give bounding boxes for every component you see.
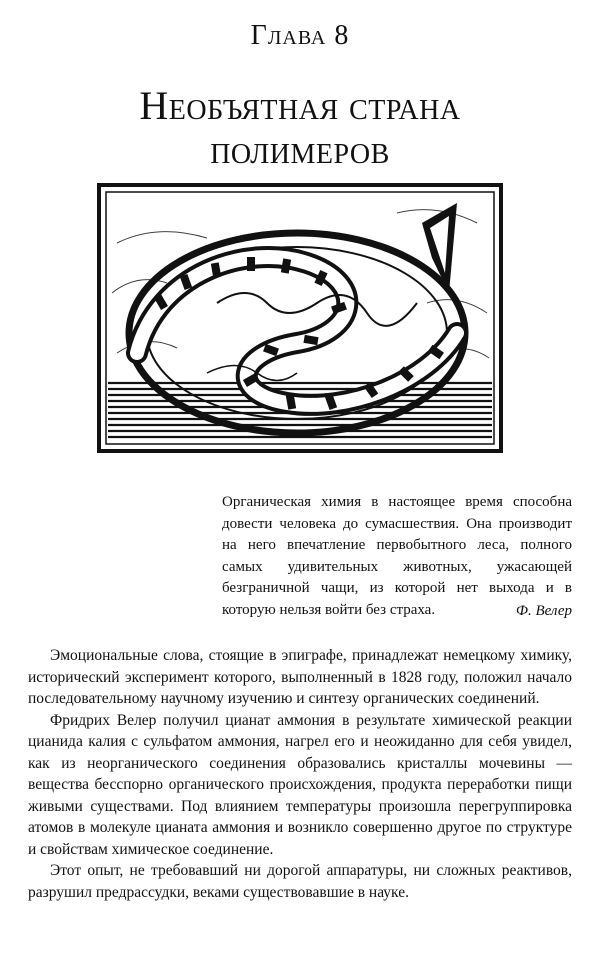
body-text (28, 645, 572, 903)
chapter-title (0, 84, 600, 172)
chapter-title-line-1: Необъятная страна (139, 83, 461, 128)
epigraph-author: Ф. Велер (515, 603, 572, 619)
chapter-number: Глава 8 (250, 20, 350, 51)
paragraph: Этот опыт, не требовавший ни дорогой аппаратуры, ни сложных реактивов, разрушил предрассудки, веками существовавшие в науке. (28, 862, 572, 901)
serpent-ribbon-engraving-icon (97, 183, 503, 453)
epigraph-text: Органическая химия в настоящее время способна довести человека до сумасшествия. Она производит на него впечатление первобытного леса, полного самых удивительных животных, ужасающей безграничной чащи, из которой нет выхода и в которую нельзя войти без страха. (222, 494, 572, 618)
paragraph: Эмоциональные слова, стоящие в эпиграфе, принадлежат немецкому химику, исторический эксперимент которого, выполненный в 1828 году, положил начало последовательному научному изучению и синтезу органических соединений. (28, 647, 572, 707)
paragraph: Фридрих Велер получил цианат аммония в результате химической реакции цианида калия с сульфатом аммония, нагрел его и неожиданно для себя увидел, как из неорганического соединения образовались кристаллы мочевины — вещества бесспорно органического происхождения, продукта переработки пищи живыми существами. Под влиянием температуры произошла перегруппировка атомов в молекуле цианата аммония и возникло совершенно другое по структуре и свойствам химическое соединение. (28, 711, 572, 858)
chapter-illustration (97, 183, 503, 453)
chapter-title-line-2: полимеров (210, 127, 390, 172)
